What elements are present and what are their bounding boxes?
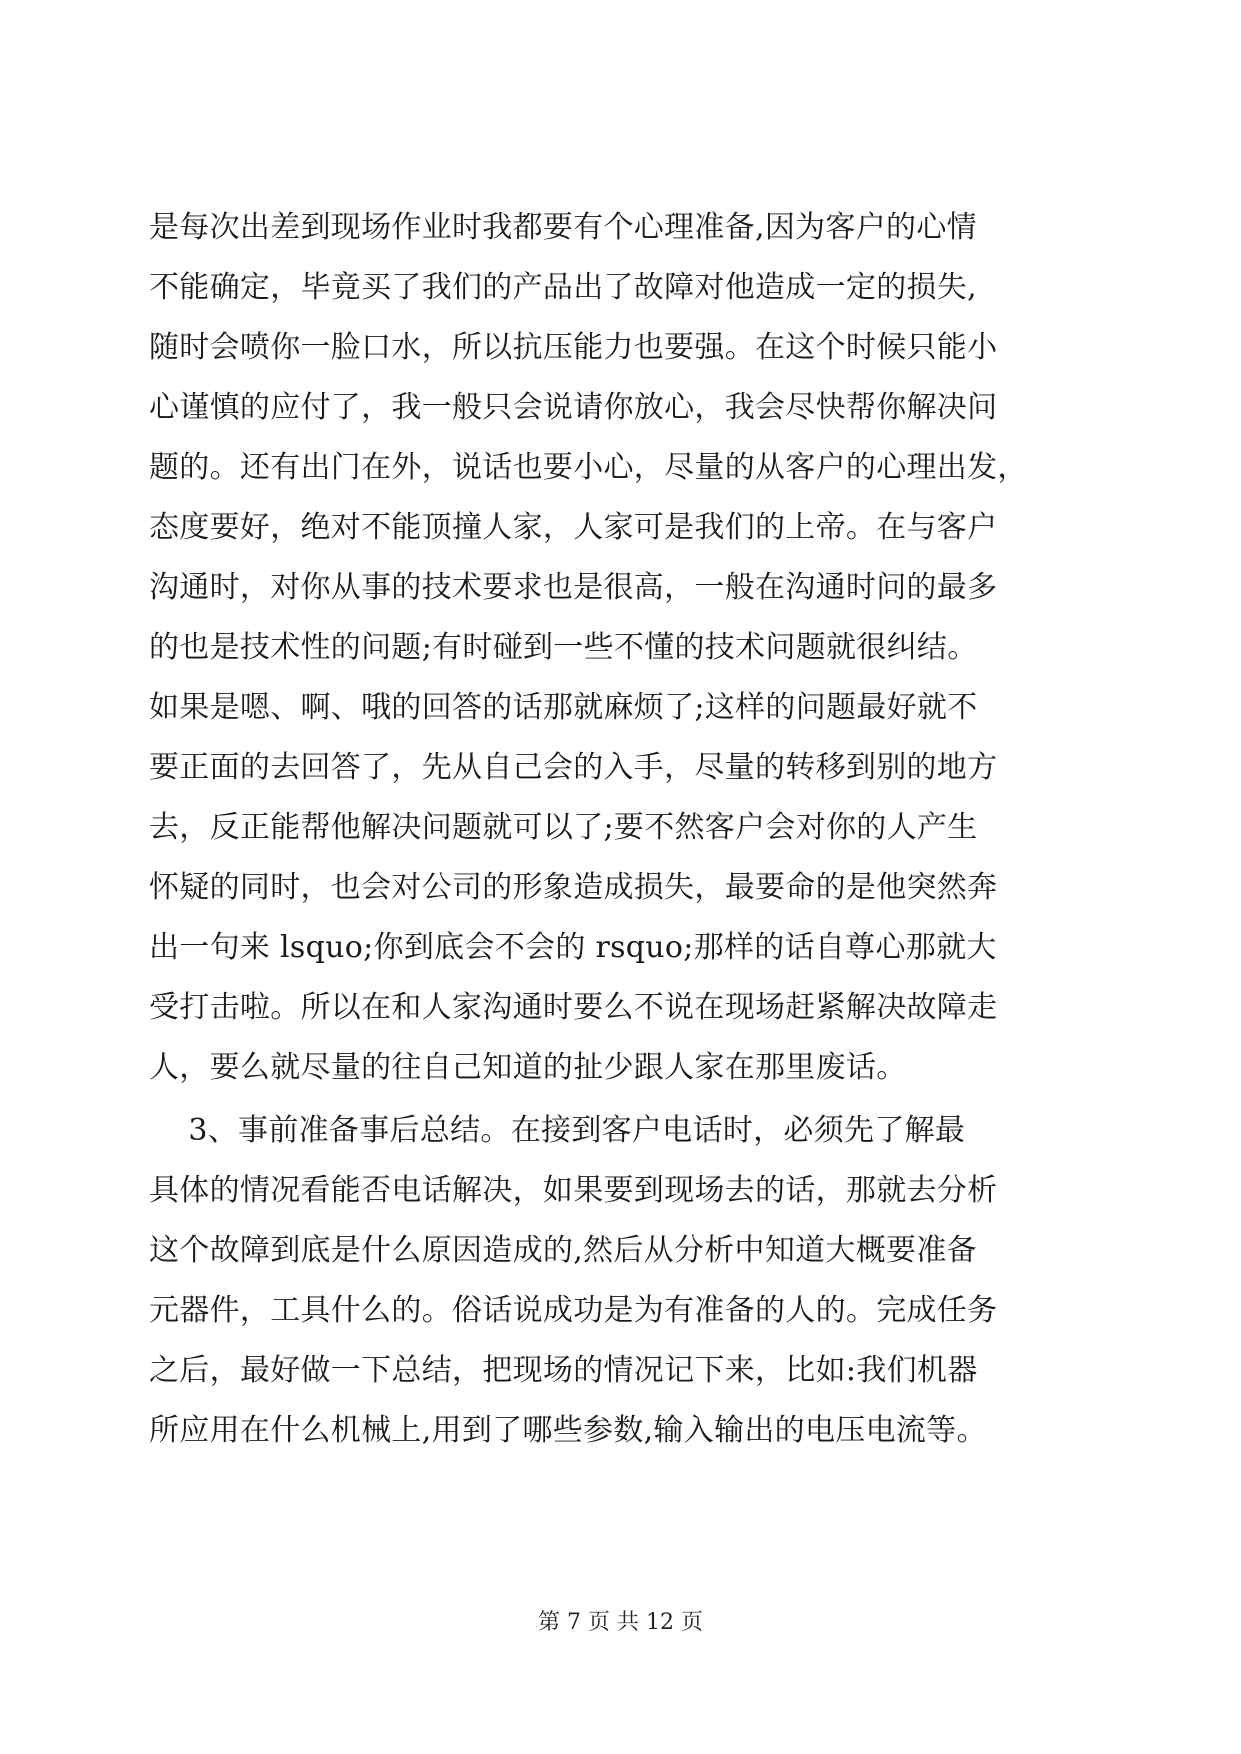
body-line: 人，要么就尽量的往自己知道的扯少跟人家在那里废话。 [149, 1050, 907, 1085]
body-line: 不能确定，毕竟买了我们的产品出了故障对他造成一定的损失, [149, 270, 977, 305]
body-line: 心谨慎的应付了，我一般只会说请你放心，我会尽快帮你解决问 [149, 390, 998, 425]
body-line: 的也是技术性的问题;有时碰到一些不懂的技术问题就很纠结。 [149, 630, 978, 665]
body-line: 之后，最好做一下总结，把现场的情况记下来，比如:我们机器 [149, 1353, 978, 1388]
body-line: 元器件，工具什么的。俗话说成功是为有准备的人的。完成任务 [149, 1293, 998, 1328]
body-line: 怀疑的同时，也会对公司的形象造成损失，最要命的是他突然奔 [149, 870, 998, 905]
body-line: 沟通时，对你从事的技术要求也是很高，一般在沟通时问的最多 [149, 570, 998, 605]
page-footer: 第 7 页 共 12 页 [538, 1610, 703, 1635]
body-line: 态度要好，绝对不能顶撞人家，人家可是我们的上帝。在与客户 [149, 510, 998, 545]
body-line: 具体的情况看能否电话解决，如果要到现场去的话，那就去分析 [149, 1173, 998, 1208]
body-line: 是每次出差到现场作业时我都要有个心理准备,因为客户的心情 [149, 210, 977, 245]
body-line: 出一句来 lsquo;你到底会不会的 rsquo;那样的话自尊心那就大 [149, 930, 997, 965]
body-line: 3、事前准备事后总结。在接到客户电话时，必须先了解最 [149, 1113, 966, 1148]
body-line: 受打击啦。所以在和人家沟通时要么不说在现场赶紧解决故障走 [149, 990, 998, 1025]
body-line: 题的。还有出门在外，说话也要小心，尽量的从客户的心理出发， [149, 450, 1028, 485]
body-line: 去，反正能帮他解决问题就可以了;要不然客户会对你的人产生 [149, 810, 978, 845]
body-line: 这个故障到底是什么原因造成的,然后从分析中知道大概要准备 [149, 1233, 977, 1268]
body-line: 如果是嗯、啊、哦的回答的话那就麻烦了;这样的问题最好就不 [149, 690, 978, 725]
body-line: 要正面的去回答了，先从自己会的入手，尽量的转移到别的地方 [149, 750, 998, 785]
body-line: 所应用在什么机械上,用到了哪些参数,输入输出的电压电流等。 [149, 1413, 987, 1448]
body-line: 随时会喷你一脸口水，所以抗压能力也要强。在这个时候只能小 [149, 330, 998, 365]
